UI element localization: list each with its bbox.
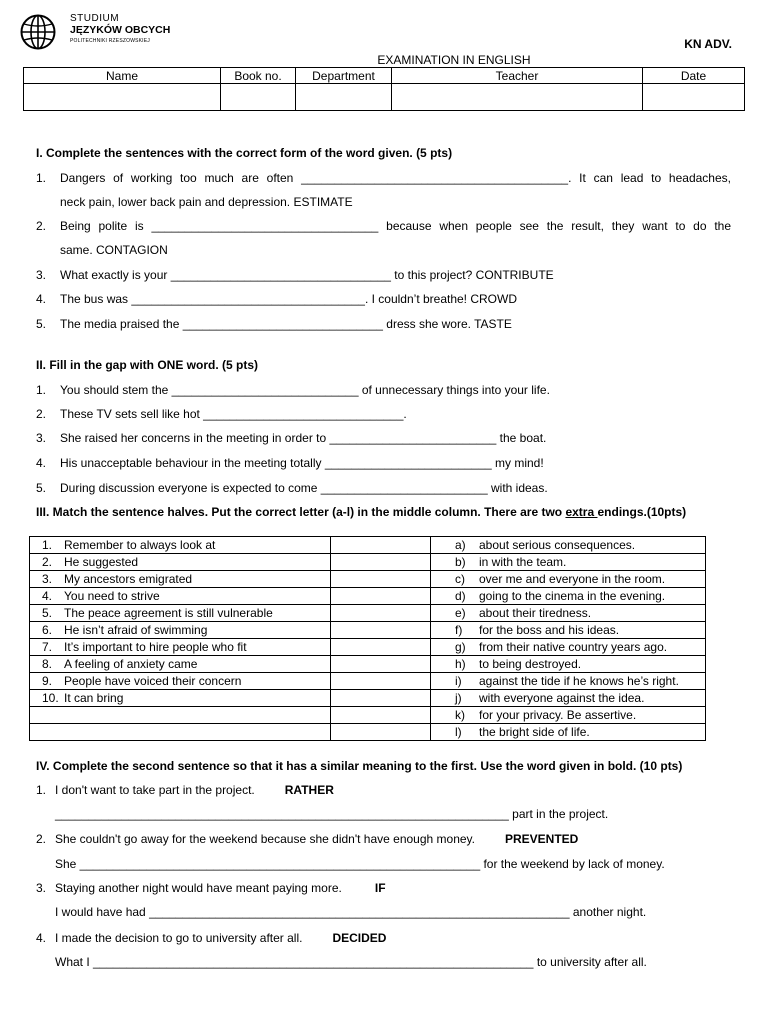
answer-cell[interactable] (331, 690, 431, 707)
department-field[interactable] (296, 84, 392, 111)
answer-cell[interactable] (331, 588, 431, 605)
section-2-item: 1. You should stem the ____________________________ of unnecessary things into your life. (36, 383, 550, 397)
answer-cell[interactable] (331, 622, 431, 639)
table-row: 1. Remember to always look at a) about serious consequences. (30, 537, 706, 554)
section-2-item: 5. During discussion everyone is expected to come _________________________ with ideas. (36, 481, 548, 495)
section-1-item: 1. Dangers of working too much are often ________________________________________. It can lead to headaches, neck pain, lower back pain and depression. ESTIMATE (36, 171, 731, 209)
section-2-title: II. Fill in the gap with ONE word. (5 pts) (36, 358, 258, 372)
answer-cell[interactable] (331, 656, 431, 673)
answer-line: I would have had _______________________________________________________________ another night. (55, 905, 647, 919)
table-row: 4. You need to strive d) going to the cinema in the evening. (30, 588, 706, 605)
logo-line-2: JĘZYKÓW OBCYCH (70, 24, 171, 36)
section-1-item: 2. Being polite is __________________________________ because when people see the result, they want to do the same. CONTAGION (36, 219, 731, 257)
logo-line-1: STUDIUM (70, 13, 120, 24)
date-field[interactable] (643, 84, 745, 111)
answer-cell[interactable] (331, 639, 431, 656)
book-no-field[interactable] (221, 84, 296, 111)
answer-cell[interactable] (331, 605, 431, 622)
col-date: Date (643, 68, 745, 84)
table-row: 5. The peace agreement is still vulnerable e) about their tiredness. (30, 605, 706, 622)
section-2-item: 3. She raised her concerns in the meeting in order to _________________________ the boat. (36, 431, 547, 445)
answer-cell[interactable] (331, 571, 431, 588)
keyword: PREVENTED (504, 832, 579, 846)
answer-line: ____________________________________________________________________ part in the project. (55, 807, 609, 821)
student-info-table (23, 67, 745, 111)
answer-line: What I __________________________________________________________________ to university after all. (55, 955, 647, 969)
answer-cell[interactable] (331, 707, 431, 724)
table-row: 10. It can bring j) with everyone against the idea. (30, 690, 706, 707)
section-1-item: 4. The bus was ___________________________________. I couldn’t breathe! CROWD (36, 292, 518, 306)
table-row: 3. My ancestors emigrated c) over me and everyone in the room. (30, 571, 706, 588)
col-name: Name (24, 68, 221, 84)
answer-cell[interactable] (331, 724, 431, 741)
answer-cell[interactable] (331, 554, 431, 571)
table-row: 2. He suggested b) in with the team. (30, 554, 706, 571)
matching-table (29, 536, 706, 741)
globe-icon (20, 14, 56, 50)
exam-title: EXAMINATION IN ENGLISH (377, 53, 531, 67)
col-book-no: Book no. (221, 68, 296, 84)
keyword: IF (374, 881, 386, 895)
section-1-title: I. Complete the sentences with the correct form of the word given. (5 pts) (36, 146, 453, 160)
answer-cell[interactable] (331, 537, 431, 554)
table-row: l) the bright side of life. (30, 724, 706, 741)
answer-cell[interactable] (331, 673, 431, 690)
teacher-field[interactable] (392, 84, 643, 111)
school-logo (20, 14, 170, 50)
section-3-title: III. Match the sentence halves. Put the correct letter (a-l) in the middle column. There are two extra endings.(10pts) (36, 505, 687, 519)
logo-line-3: POLITECHNIKI RZESZOWSKIEJ (70, 37, 151, 44)
col-department: Department (296, 68, 392, 84)
answer-line: She ____________________________________________________________ for the weekend by lack of money. (55, 857, 665, 871)
keyword: RATHER (284, 783, 334, 797)
section-1-item: 5. The media praised the ______________________________ dress she wore. TASTE (36, 317, 512, 331)
col-teacher: Teacher (392, 68, 643, 84)
section-4-prompt: 2. She couldn't go away for the weekend because she didn't have enough money. PREVENTED (36, 832, 579, 846)
section-2-item: 4. His unacceptable behaviour in the meeting totally _________________________ my mind! (36, 456, 544, 470)
section-4-prompt: 1. I don't want to take part in the project. RATHER (36, 783, 334, 797)
name-field[interactable] (24, 84, 221, 111)
exam-code: KN ADV. (684, 37, 732, 51)
table-row: 8. A feeling of anxiety came h) to being destroyed. (30, 656, 706, 673)
section-2-item: 2. These TV sets sell like hot ______________________________. (36, 407, 407, 421)
table-row: k) for your privacy. Be assertive. (30, 707, 706, 724)
section-4-title: IV. Complete the second sentence so that it has a similar meaning to the first. Use the word given in bold. (10 pts) (36, 759, 683, 773)
table-row: 7. It’s important to hire people who fit g) from their native country years ago. (30, 639, 706, 656)
table-row: 6. He isn’t afraid of swimming f) for the boss and his ideas. (30, 622, 706, 639)
section-4-prompt: 4. I made the decision to go to university after all. DECIDED (36, 931, 387, 945)
section-1-item: 3. What exactly is your _________________________________ to this project? CONTRIBUTE (36, 268, 554, 282)
section-4-prompt: 3. Staying another night would have meant paying more. IF (36, 881, 386, 895)
keyword: DECIDED (332, 931, 387, 945)
table-row: 9. People have voiced their concern i) against the tide if he knows he’s right. (30, 673, 706, 690)
